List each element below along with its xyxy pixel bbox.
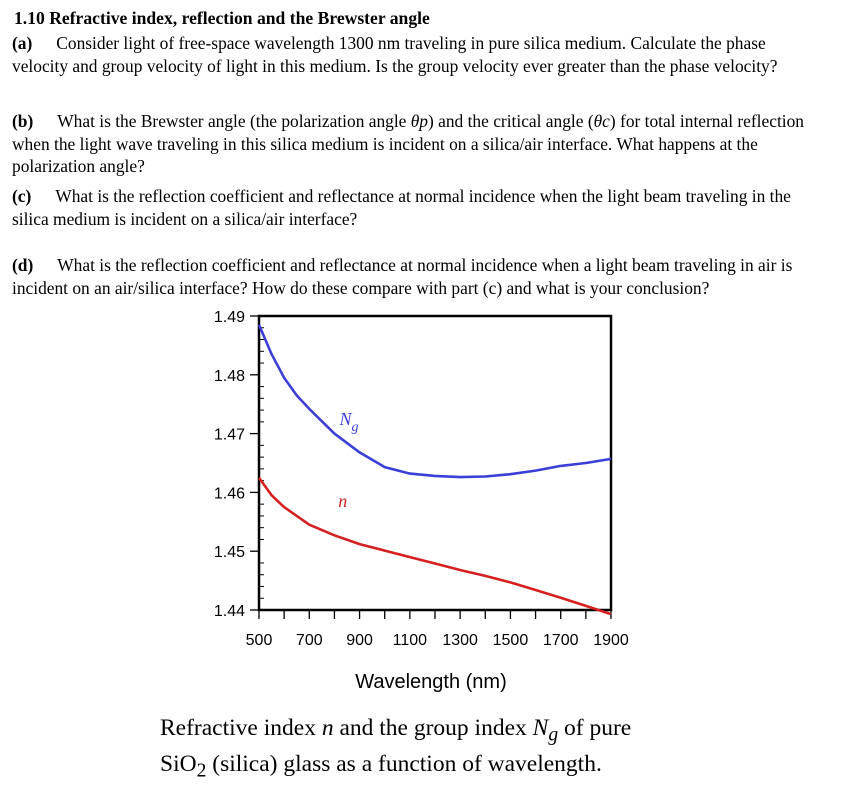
part-a-label: (a)	[12, 33, 33, 53]
x-tick-label: 1500	[492, 632, 529, 649]
series-line-n	[259, 478, 611, 614]
y-tick-label: 1.47	[213, 426, 245, 444]
part-b-label: (b)	[12, 111, 34, 131]
figure-caption: Refractive index n and the group index $N_g$ of pure SiO$_2$ (silica) glass as a function of wavelength.	[160, 715, 632, 782]
x-tick-label: 1700	[542, 632, 579, 649]
part-c-text: What is the reflection coefficient and reflectance at normal incidence when the light beam traveling in the silica medium is incident on a silica/air interface?	[12, 186, 791, 229]
x-tick-label: 900	[346, 632, 373, 649]
series-line-ng	[259, 325, 611, 477]
x-tick-label: 1300	[442, 632, 478, 649]
problem-title: 1.10 Refractive index, reflection and the Brewster angle	[14, 8, 430, 28]
y-tick-label: 1.49	[213, 309, 245, 326]
part-b: (b) What is the Brewster angle (the polarization angle θp) and the critical angle (θc) for total internal reflection when the light wave traveling in this silica medium is incident on a silica/air interface. What happens at the polarization angle?	[12, 111, 804, 176]
brewster-angle-symbol: θp	[410, 111, 428, 131]
part-d-text: What is the reflection coefficient and reflectance at normal incidence when a light beam traveling in air is incident on an air/silica interface? How do these compare with part (c) and what is your conclusion?	[12, 255, 793, 298]
critical-angle-symbol: θc	[593, 111, 610, 131]
x-tick-label: 1900	[593, 632, 629, 649]
x-tick-label: 700	[295, 632, 323, 649]
x-tick-label: 500	[245, 632, 273, 649]
y-tick-label: 1.48	[213, 367, 245, 385]
series-label-ng: $N_g$	[339, 408, 359, 435]
part-c-label: (c)	[12, 186, 32, 206]
part-d-label: (d)	[12, 255, 34, 275]
y-tick-label: 1.45	[213, 544, 245, 562]
x-tick-label: 1100	[392, 632, 428, 649]
y-tick-label: 1.46	[213, 485, 245, 503]
y-tick-label: 1.44	[213, 603, 245, 620]
x-axis-label: Wavelength (nm)	[355, 671, 507, 693]
plot-frame	[259, 316, 611, 610]
part-a-text: Consider light of free-space wavelength 1300 nm traveling in pure silica medium. Calculate the phase velocity and group velocity of light in this medium. Is the group velocity ever greater than the phase velocity?	[12, 33, 778, 76]
series-label-n: n	[338, 491, 348, 512]
